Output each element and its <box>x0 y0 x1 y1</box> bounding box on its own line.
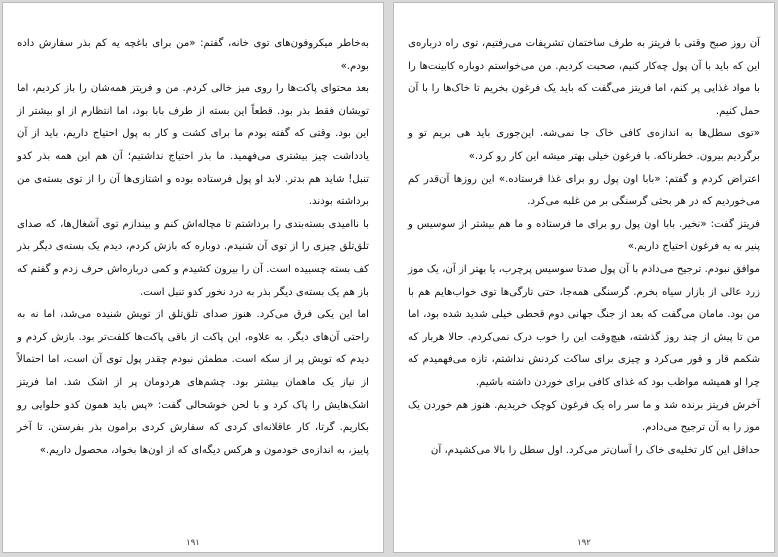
paragraph: «توی سطل‌ها به اندازه‌ی کافی خاک جا نمی‌شه. این‌جوری باید هی بریم تو و برگردیم بیرون. خطرناکه. با فرغون خیلی بهتر میشه این کار رو کرد.» <box>408 128 760 162</box>
page-number-right: ۱۹۲ <box>577 538 591 548</box>
paragraph: آخرش فریتز برنده شد و ما سر راه یک فرغون کوچک خریدیم. هنوز هم خوردن یک موز را به آن ترجیح می‌دادم. <box>408 399 760 434</box>
paragraph: حداقل این کار تخلیه‌ی خاک را آسان‌تر می‌کرد. اول سطل را بالا می‌کشیدم، آن <box>430 444 760 456</box>
paragraph: با ناامیدی بسته‌بندی را برداشتم تا مچاله‌اش کنم و بیندازم توی آشغال‌ها، که صدای تلق‌تلق چیزی را از توی آن شنیدم. دوباره که بازش کردم، دیدم یک بسته‌ی دیگر بذر کف بسته چسبیده است. آن را بیرون کشیدم و کمی درباره‌اش حرف زدم و گفتم که باز هم یک بسته‌ی دیگر بذر به درد نخور کدو تنبل است. <box>17 218 369 298</box>
paragraph: موافق نبودم. ترجیح می‌دادم با آن پول صدتا سوسیس پرچرب، یا بهتر از آن، یک موز زرد عالی از بازار سیاه بخرم. گرسنگی همه‌جا، حتی تارگی‌ها توی خواب‌هایم هم با من بود. مامان می‌گفت که بعد از جنگ جهانی دوم قحطی خیلی شدید شده بود، اما من تا پیش از چند روز گذشته، هیچ‌وقت این را خوب درک نمی‌کردم. حالا هربار که شکمم قار و قور می‌کرد و چیزی برای ساکت کردنش نداشتم، تازه می‌فهمیدم که چرا او همیشه مواظب بود که غذای کافی برای خوردن داشته باشیم. <box>408 263 760 388</box>
paragraph: آن روز صبح وقتی با فریتز به طرف ساختمان تشریفات می‌رفتیم، توی راه درباره‌ی این که باید با آن پول چه‌کار کنیم، صحبت کردیم. من می‌خواستم دوباره کابینت‌ها را با مواد غذایی پر کنم، اما فریتز می‌گفت که باید یک فرغون بخریم تا خاک‌ها را با آن حمل کنیم. <box>408 38 760 117</box>
paragraph: فریتز گفت: «نخیر. بابا اون پول رو برای ما فرستاده و ما هم بیشتر از سوسیس و پنیر به یه فرغون احتیاج داریم.» <box>408 218 760 253</box>
left-page-text <box>17 33 369 462</box>
paragraph: بعد محتوای پاکت‌ها را روی میز خالی کردم. من و فریتز همه‌شان را باز کردیم، اما تویشان فقط بذر بود. قطعاً این بسته از طرف بابا بود، اما انتظارم از او بیشتر از این بود. وقتی که گفته بودم ما برای کشت و کار به پول احتیاج داریم، باید از آن یادداشت چیز بیشتری می‌فهمید. ما بذر احتیاج نداشتیم؛ آن هم این همه بذر کدو تنبل! شاید هم بدتر. لابد او پول فرستاده بوده و اشتازی‌ها آن را از توی بسته‌ی من برداشته بودند. <box>17 83 369 208</box>
right-page <box>393 2 775 553</box>
left-page <box>2 2 384 553</box>
paragraph: به‌خاطر میکروفون‌های توی خانه، گفتم: «من برای باغچه یه کم بذر سفارش داده بودم.» <box>17 38 369 72</box>
page-number-left: ۱۹۱ <box>186 538 200 548</box>
right-page-text <box>408 33 760 462</box>
paragraph: اما این یکی فرق می‌کرد. هنوز صدای تلق‌تلق از تویش شنیده می‌شد، اما نه به راحتی آن‌های دیگر. به علاوه، این پاکت از باقی پاکت‌ها کلفت‌تر بود. بازش کردم و دیدم که تویش پر از سکه است. مطمئن نبودم چقدر پول توی آن است، اما احتمالاً از نیاز یک ماهمان بیشتر بود. چشم‌های هردومان پر از اشک شد. اما فریتز اشک‌هایش را پاک کرد و با لحن خوشحالی گفت: «پس باید همون کدو حلوایی رو بکاریم. گرتا، کار عاقلانه‌ای کردی که سفارش کردی برامون بذر بفرستن. تا آخر پاییز، به اندازه‌ی خودمون و هرکس دیگه‌ای که از اون‌ها بخواد، محصول داریم.» <box>17 309 369 456</box>
paragraph: اعتراض کردم و گفتم: «بابا اون پول رو برای غذا فرستاده.» این روزها آن‌قدر کم می‌خوردیم که در هر بحثی گرسنگی بر من غلبه می‌کرد. <box>408 173 760 208</box>
